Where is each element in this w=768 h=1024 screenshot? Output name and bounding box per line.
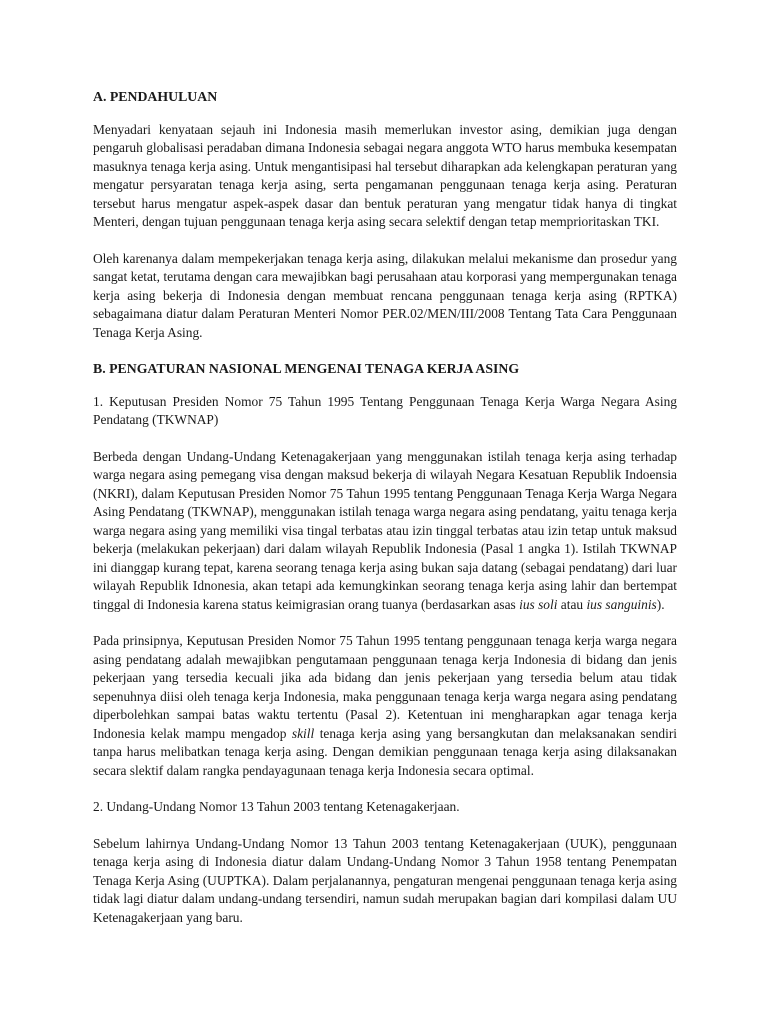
term-ius-soli: ius soli: [519, 596, 558, 612]
paragraph-pendahuluan-2: Oleh karenanya dalam mempekerjakan tenaga kerja asing, dilakukan melalui mekanisme dan prosedur yang sangat ketat, terutama dengan cara mewajibkan bagi perusahaan atau korporasi yang mempergunakan tenaga kerja asing bekerja di Indonesia dengan membuat rencana penggunaan tenaga kerja asing (RPTKA) sebagaimana diatur dalam Peraturan Menteri Nomor PER.02/MEN/III/2008 Tentang Tata Cara Penggunaan Tenaga Kerja Asing.: [93, 250, 677, 340]
paragraph-tkwnap-2-text-a: Pada prinsipnya, Keputusan Presiden Nomor 75 Tahun 1995 tentang penggunaan tenaga kerja warga negara asing pendatang adalah mewajibkan pengutamaan penggunaan tenaga kerja Indonesia di bidang dan jenis pekerjaan yang tersedia kecuali jika ada bidang dan jenis pekerjaan yang tersedia belum atau tidak sepenuhnya diisi oleh tenaga kerja Indonesia, maka penggunaan tenaga kerja warga negara asing pendatang diperbolehkan sampai batas waktu tertentu (Pasal 2). Ketentuan ini mengharapkan agar tenaga kerja Indonesia kelak mampu mengadop: [93, 633, 677, 741]
paragraph-tkwnap-1-end: ).: [656, 596, 665, 612]
paragraph-tkwnap-2: [93, 632, 677, 780]
connector-atau: atau: [557, 596, 587, 612]
list-item-2-title: 2. Undang-Undang Nomor 13 Tahun 2003 tentang Ketenagakerjaan.: [93, 799, 460, 814]
term-skill: skill: [291, 725, 315, 741]
paragraph-pendahuluan-1: Menyadari kenyataan sejauh ini Indonesia masih memerlukan investor asing, demikian juga dengan pengaruh globalisasi peradaban dimana Indonesia sebagai negara anggota WTO harus membuka kesempatan masuknya tenaga kerja asing. Untuk mengantisipasi hal tersebut diharapkan ada kelengkapan peraturan yang mengatur persyaratan tenaga kerja asing, serta pengamanan penggunaan tenaga kerja asing. Peraturan tersebut harus mengatur aspek-aspek dasar dan bentuk peraturan yang mengatur tidak hanya di tingkat Menteri, dengan tujuan penggunaan tenaga kerja asing secara selektif dengan tetap memprioritaskan TKI.: [93, 121, 677, 229]
paragraph-tkwnap-1: [93, 448, 677, 615]
heading-pendahuluan: A. PENDAHULUAN: [93, 89, 218, 104]
document-page: [93, 88, 677, 945]
heading-pengaturan-nasional: B. PENGATURAN NASIONAL MENGENAI TENAGA KERJA ASING: [93, 361, 520, 376]
paragraph-uuk-1: Sebelum lahirnya Undang-Undang Nomor 13 Tahun 2003 tentang Ketenagakerjaan (UUK), penggunaan tenaga kerja asing di Indonesia diatur dalam Undang-Undang Nomor 3 Tahun 1958 tentang Penempatan Tenaga Kerja Asing (UUPTKA). Dalam perjalanannya, pengaturan mengenai penggunaan tenaga kerja asing tidak lagi diatur dalam undang-undang tersendiri, namun sudah merupakan bagian dari kompilasi dalam UU Ketenagakerjaan yang baru.: [93, 835, 677, 925]
paragraph-tkwnap-2-text-b: tenaga kerja asing yang bersangkutan dan melaksanakan sendiri tanpa harus melibatkan tenaga kerja asing. Dengan demikian penggunaan tenaga kerja asing dilaksanakan secara slektif dalam rangka pendayagunaan tenaga kerja Indonesia secara optimal.: [93, 725, 677, 778]
paragraph-tkwnap-1-text: Berbeda dengan Undang-Undang Ketenagakerjaan yang menggunakan istilah tenaga kerja asing terhadap warga negara asing pemegang visa dengan maksud bekerja di wilayah Negara Kesatuan Republik Indoensia (NKRI), dalam Keputusan Presiden Nomor 75 Tahun 1995 tentang Penggunaan Tenaga Kerja Warga Negara Asing Pendatang (TKWNAP), menggunakan istilah tenaga warga negara asing pendatang, yaitu tenaga kerja warga negara asing yang memiliki visa tingal terbatas atau izin tinggal terbatas atau izin tetap untuk maksud bekerja (melakukan pekerjaan) dari dalam wilayah Republik Indonesia (Pasal 1 angka 1). Istilah TKWNAP ini dianggap kurang tepat, karena seorang tenaga kerja asing bukan saja datang (sebagai pendatang) dari luar wilayah Republik Idnonesia, akan tetapi ada kemungkinkan seorang tenaga kerja asing lahir dan bertempat tinggal di Indonesia karena status keimigrasian orang tuanya (berdasarkan asas: [93, 448, 677, 612]
term-ius-sanguinis: ius sanguinis: [586, 596, 657, 612]
list-item-1-title: 1. Keputusan Presiden Nomor 75 Tahun 1995 Tentang Penggunaan Tenaga Kerja Warga Negara Asing Pendatang (TKWNAP): [93, 393, 677, 427]
